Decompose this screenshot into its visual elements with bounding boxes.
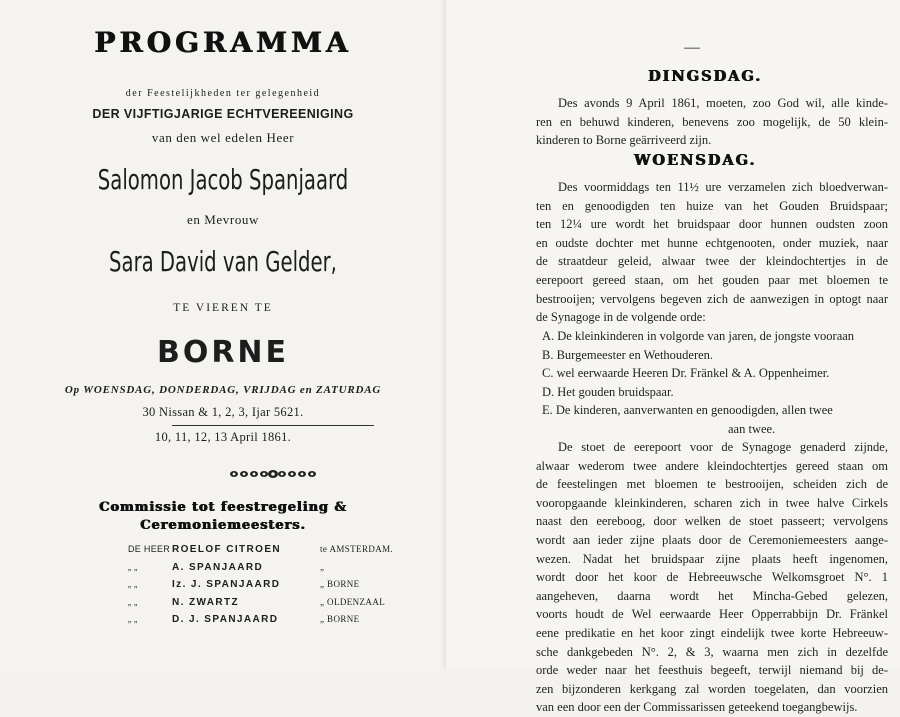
text-line: en oudste dochter met hunne echtgenooten, onder muziek, naar	[536, 235, 888, 250]
text-line: wordt aan ieder zijne plaats door de Ceremoniemeesters aange-	[536, 532, 888, 547]
text-line: eerepoort gereed staan, om het gouden paar met bloemen te	[536, 272, 888, 287]
text-line: de feestelingen met bloemen te bestrooijen, scheiden zich de	[536, 477, 888, 492]
member-place: „ BORNE	[320, 579, 360, 589]
list-item: E. De kinderen, aanverwanten en genoodigden, allen twee	[542, 403, 833, 418]
text-line: de straatdeur geleid, alwaar twee der kleindochtertjes in de	[536, 254, 888, 269]
member-title: „ „	[128, 614, 138, 624]
right-page	[446, 0, 900, 715]
page-mark: —	[684, 39, 700, 56]
text-line: alwaar wederom twee andere kleindochtertjes gereed staan om	[536, 458, 888, 473]
text-line: ren en behuwd kinderen, benevens zoo mogelijk, de 50 klein-	[536, 114, 888, 129]
member-name: D. J. SPANJAARD	[172, 614, 279, 625]
member-title: „ „	[128, 579, 138, 589]
list-item: aan twee.	[728, 421, 776, 436]
committee-member	[128, 611, 428, 629]
member-name: N. ZWARTZ	[172, 596, 240, 608]
member-title: „ „	[128, 596, 138, 607]
bride-name: Sara David van Gelder,	[109, 245, 337, 278]
tuesday-heading: DINGSDAG.	[648, 68, 763, 85]
wednesday-closing	[536, 438, 888, 717]
date-divider	[172, 425, 374, 426]
text-line: wezen. Nadat het bruidspaar zijne plaats heeft ingenomen,	[536, 551, 888, 566]
ornament-divider-icon	[228, 469, 318, 479]
text-line: wordt door het koor de Hebreeuwsche Welkomsgroet N°. 1	[536, 570, 888, 585]
place-name: BORNE	[156, 335, 290, 370]
procession-order	[542, 327, 882, 439]
member-place: „ BORNE	[320, 614, 360, 624]
event-line: DER VIJFTIGJARIGE ECHTVEREENIGING	[92, 107, 354, 121]
committee-heading: Commissie tot feestregeling &	[99, 500, 347, 515]
committee-members	[128, 541, 428, 629]
member-title: DE HEER	[128, 544, 171, 554]
text-line: de Synagoge in de volgende orde:	[536, 310, 706, 325]
civil-date: 10, 11, 12, 13 April 1861.	[154, 430, 292, 444]
member-place: „	[320, 561, 325, 572]
member-place: „ OLDENZAAL	[320, 596, 386, 607]
celebrate-line: TE VIEREN TE	[173, 302, 273, 314]
text-line: Des voormiddags ten 11½ ure verzamelen zich bloedverwan-	[558, 180, 888, 194]
text-line: aangeheven, daarna wordt het Mincha-Gebed gelezen,	[536, 588, 888, 603]
committee-member	[128, 594, 428, 612]
member-name: A. SPANJAARD	[172, 561, 264, 573]
text-line: eene predikatie en het koor zingt eindelijk twee korte Hebreeuw-	[536, 625, 888, 640]
committee-subheading: Ceremoniemeesters.	[140, 518, 306, 533]
text-line: ten 12¼ ure wordt het bruidspaar door hunnen oudsten zoon	[536, 217, 888, 232]
text-line: ten en genoodigden ten huize van het Gouden Bruidspaar;	[536, 198, 888, 213]
text-line: zen bijzonderen kerkgang zal worden toegelaten, dan voorzien	[536, 681, 888, 696]
list-item: B. Burgemeester en Wethouderen.	[542, 347, 714, 362]
member-title: „ „	[128, 561, 138, 572]
list-item: C. wel eerwaarde Heeren Dr. Fränkel & A. Oppenheimer.	[542, 366, 830, 381]
occasion-line: der Feestelijkheden ter gelegenheid	[125, 88, 321, 99]
committee-member	[128, 576, 428, 594]
programme-title: PROGRAMMA	[94, 26, 352, 59]
left-page	[0, 0, 446, 669]
list-item: D. Het gouden bruidspaar.	[542, 384, 674, 399]
honorific-line: van den wel edelen Heer	[151, 130, 295, 145]
text-line: sche dankgebeden N°. 2, & 3, waarna men zich in dezelfde	[536, 644, 888, 659]
member-place: te AMSTERDAM.	[320, 544, 394, 554]
wednesday-intro	[536, 178, 888, 327]
text-line: naast den eereboog, door welken de stoet passeert; vervolgens	[536, 514, 888, 529]
conjunction-line: en Mevrouw	[186, 212, 260, 227]
wednesday-heading: WOENSDAG.	[634, 152, 757, 169]
member-name: ROELOF CITROEN	[172, 544, 282, 555]
committee-member	[128, 541, 428, 559]
groom-name: Salomon Jacob Spanjaard	[97, 163, 349, 196]
hebrew-date: 30 Nissan & 1, 2, 3, Ijar 5621.	[142, 405, 304, 419]
text-line: orde weder naar het feesthuis begeeft, terwijl niemand bij de-	[536, 663, 888, 678]
text-line: bestrooijen; vervolgens begeven zich de aanwezigen in optogt naar	[536, 291, 888, 306]
member-name: Iz. J. SPANJAARD	[172, 579, 281, 590]
text-line: voorts houdt de Wel eerwaarde Heer Opperrabbijn Dr. Fränkel	[536, 607, 888, 622]
tuesday-paragraph	[536, 94, 888, 150]
text-line: van een door een der Commissarissen geteekend toegangbewijs.	[536, 700, 858, 715]
text-line: Des avonds 9 April 1861, moeten, zoo God wil, alle kinde-	[558, 96, 888, 110]
committee-member	[128, 559, 428, 577]
text-line: De stoet de eerepoort voor de Synagoge genaderd zijnde,	[558, 440, 888, 454]
text-line: kinderen to Borne geärriveerd zijn.	[536, 133, 712, 148]
days-line: Op WOENSDAG, DONDERDAG, VRIJDAG en ZATURDAG	[64, 384, 382, 396]
text-line: vooropgaande kleinkinderen, scharen zich in twee halve Cirkels	[536, 495, 888, 510]
list-item: A. De kleinkinderen in volgorde van jaren, de jongste vooraan	[542, 329, 855, 343]
